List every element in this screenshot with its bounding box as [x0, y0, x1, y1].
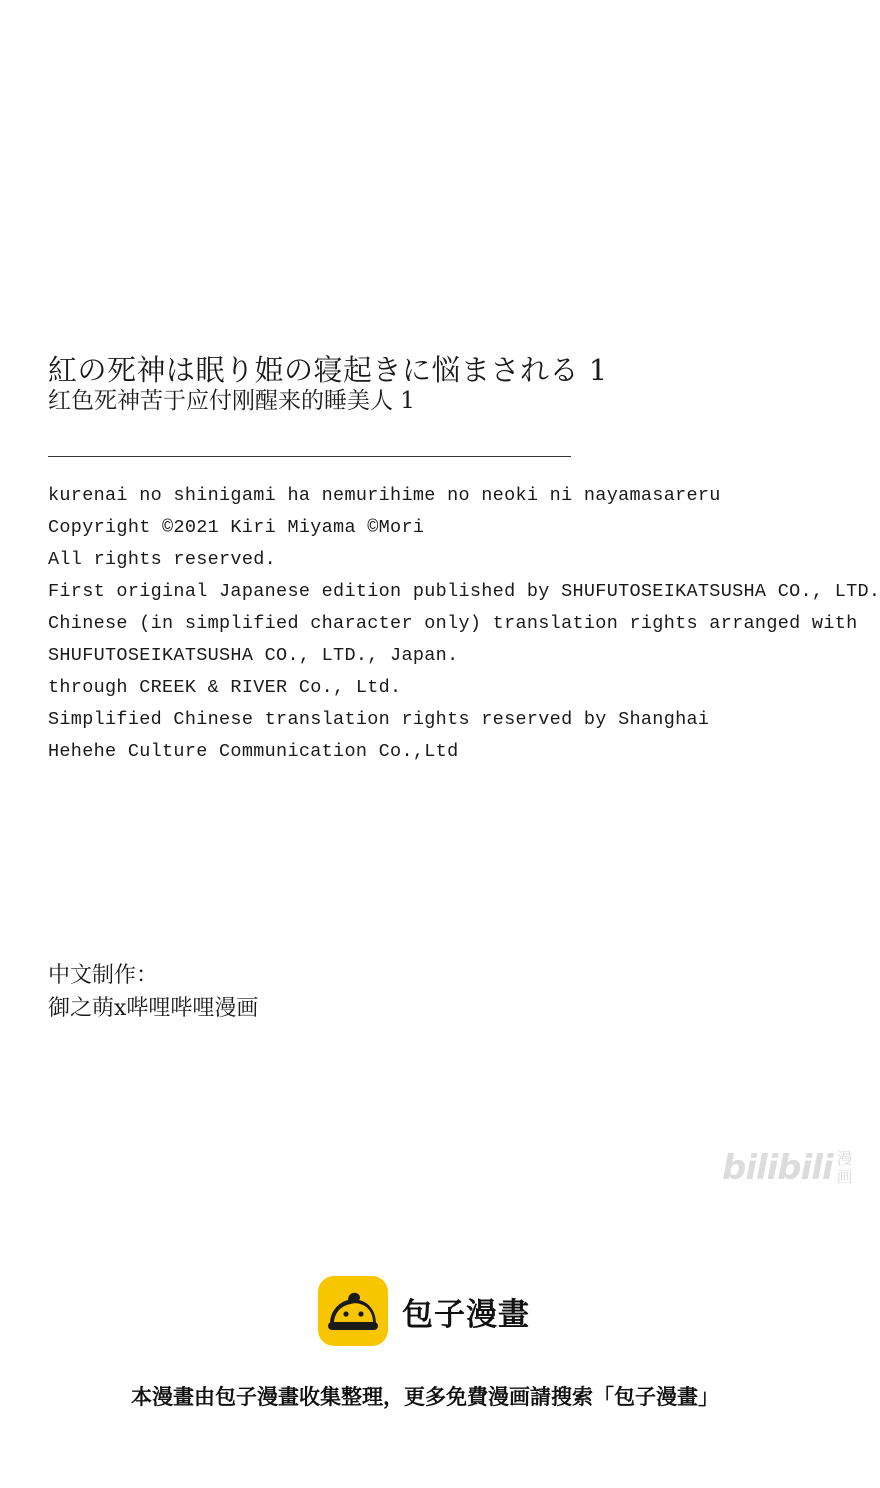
brand-name: 包子漫畫	[402, 1296, 530, 1333]
credit-line: Chinese (in simplified character only) translation rights arranged with	[48, 613, 858, 634]
brand-logo	[318, 1276, 530, 1346]
watermark-text: bilibili	[722, 1148, 833, 1188]
bilibili-watermark	[722, 1148, 857, 1188]
credit-line: First original Japanese edition published by SHUFUTOSEIKATSUSHA CO., LTD.	[48, 581, 880, 602]
credits-list	[48, 480, 880, 768]
credit-line: through CREEK & RIVER Co., Ltd.	[48, 677, 402, 698]
watermark-side	[837, 1150, 857, 1186]
production-label: 中文制作：	[48, 963, 159, 988]
credit-line: kurenai no shinigami ha nemurihime no neoki ni nayamasareru	[48, 485, 721, 506]
title-chinese: 红色死神苦于应付刚醒来的睡美人 1	[48, 388, 415, 414]
title-japanese: 紅の死神は眠り姫の寝起きに悩まされる 1	[48, 353, 608, 387]
credit-line: Hehehe Culture Communication Co.,Ltd	[48, 741, 459, 762]
bun-icon-graphic	[318, 1276, 388, 1346]
divider-line	[48, 456, 571, 457]
footer-notice: 本漫畫由包子漫畫收集整理，更多免費漫画請搜索「包子漫畫」	[131, 1385, 719, 1409]
credit-line: Copyright ©2021 Kiri Miyama ©Mori	[48, 517, 425, 538]
watermark-side-top: 漫	[836, 1149, 853, 1168]
credit-line: All rights reserved.	[48, 549, 277, 570]
watermark-side-bottom: 画	[836, 1167, 853, 1186]
bun-icon	[318, 1276, 388, 1346]
credit-line: Simplified Chinese translation rights reserved by Shanghai	[48, 709, 710, 730]
production-credit: 御之萌x哔哩哔哩漫画	[48, 996, 259, 1021]
credit-line: SHUFUTOSEIKATSUSHA CO., LTD., Japan.	[48, 645, 459, 666]
